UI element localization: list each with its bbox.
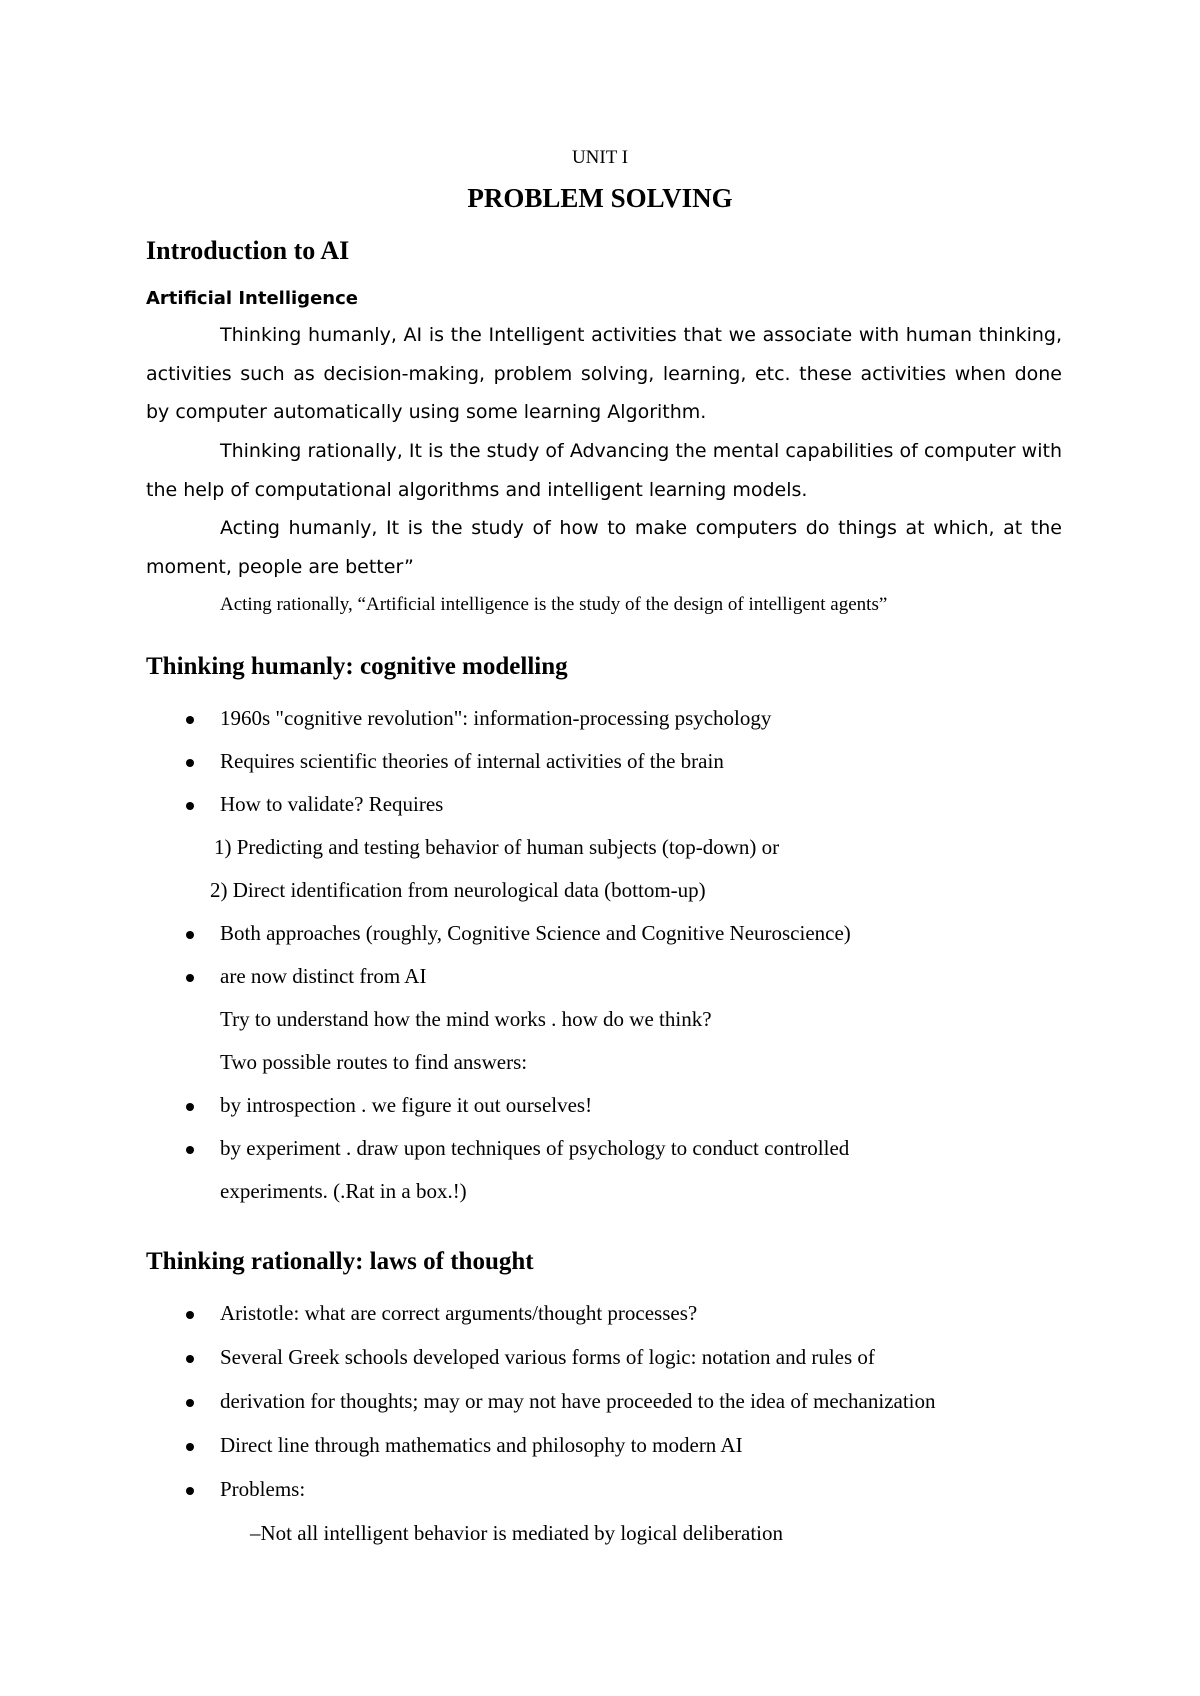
- list-item: Both approaches (roughly, Cognitive Science and Cognitive Neuroscience): [220, 921, 851, 945]
- intro-heading: Introduction to AI: [146, 236, 350, 265]
- bullet-dot: [186, 1103, 194, 1111]
- paragraph-text: Thinking rationally, It is the study of Advancing the mental capabilities of computer with the help of computational algorithms and intelligent learning models.: [146, 440, 1062, 501]
- section-heading-laws-of-thought: Thinking rationally: laws of thought: [146, 1248, 534, 1275]
- bullet-dot: [186, 1487, 194, 1495]
- list-item: Aristotle: what are correct arguments/thought processes?: [220, 1301, 698, 1325]
- list-item: by introspection . we figure it out ourselves!: [220, 1093, 593, 1117]
- paragraph-text: Acting humanly, It is the study of how to make computers do things at which, at the moment, people are better”: [146, 517, 1062, 578]
- bullet-dot: [186, 1311, 194, 1319]
- bullet-dot: [186, 1399, 194, 1407]
- list-item: Several Greek schools developed various forms of logic: notation and rules of: [220, 1345, 875, 1369]
- list-subitem: –Not all intelligent behavior is mediated by logical deliberation: [250, 1521, 784, 1545]
- bullet-dot: [186, 1146, 194, 1154]
- list-text: Try to understand how the mind works . how do we think?: [220, 1007, 712, 1031]
- paragraph-acting-humanly: [146, 509, 1062, 586]
- list-item: by experiment . draw upon techniques of psychology to conduct controlled: [220, 1136, 850, 1160]
- bullet-dot: [186, 716, 194, 724]
- list-subitem: 1) Predicting and testing behavior of human subjects (top-down) or: [214, 835, 780, 859]
- bullet-dot: [186, 1355, 194, 1363]
- list-item: are now distinct from AI: [220, 964, 427, 988]
- list-item: Problems:: [220, 1477, 306, 1501]
- paragraph-thinking-humanly: [146, 316, 1062, 432]
- section-heading-cognitive-modelling: Thinking humanly: cognitive modelling: [146, 653, 568, 680]
- bullet-dot: [186, 759, 194, 767]
- paragraph-thinking-rationally: [146, 432, 1062, 509]
- page-title: PROBLEM SOLVING: [467, 183, 733, 213]
- list-item: derivation for thoughts; may or may not have proceeded to the idea of mechanization: [220, 1389, 936, 1413]
- acting-rationally-line: Acting rationally, “Artificial intelligence is the study of the design of intelligent agents”: [220, 594, 888, 615]
- bullet-dot: [186, 802, 194, 810]
- list-item: How to validate? Requires: [220, 792, 444, 816]
- list-item: Direct line through mathematics and philosophy to modern AI: [220, 1433, 743, 1457]
- list-subitem: 2) Direct identification from neurological data (bottom-up): [210, 878, 706, 902]
- list-item: 1960s "cognitive revolution": information-processing psychology: [220, 706, 772, 730]
- list-item: Requires scientific theories of internal activities of the brain: [220, 749, 724, 773]
- unit-label: UNIT I: [571, 147, 629, 168]
- bullet-dot: [186, 931, 194, 939]
- bullet-dot: [186, 974, 194, 982]
- list-text: experiments. (.Rat in a box.!): [220, 1179, 467, 1203]
- ai-subheading: Artificial Intelligence: [146, 288, 358, 309]
- paragraph-text: Thinking humanly, AI is the Intelligent activities that we associate with human thinking, activities such as decision-making, problem solving, learning, etc. these activities when done by computer automatically using some learning Algorithm.: [146, 324, 1062, 423]
- bullet-dot: [186, 1443, 194, 1451]
- list-text: Two possible routes to find answers:: [220, 1050, 528, 1074]
